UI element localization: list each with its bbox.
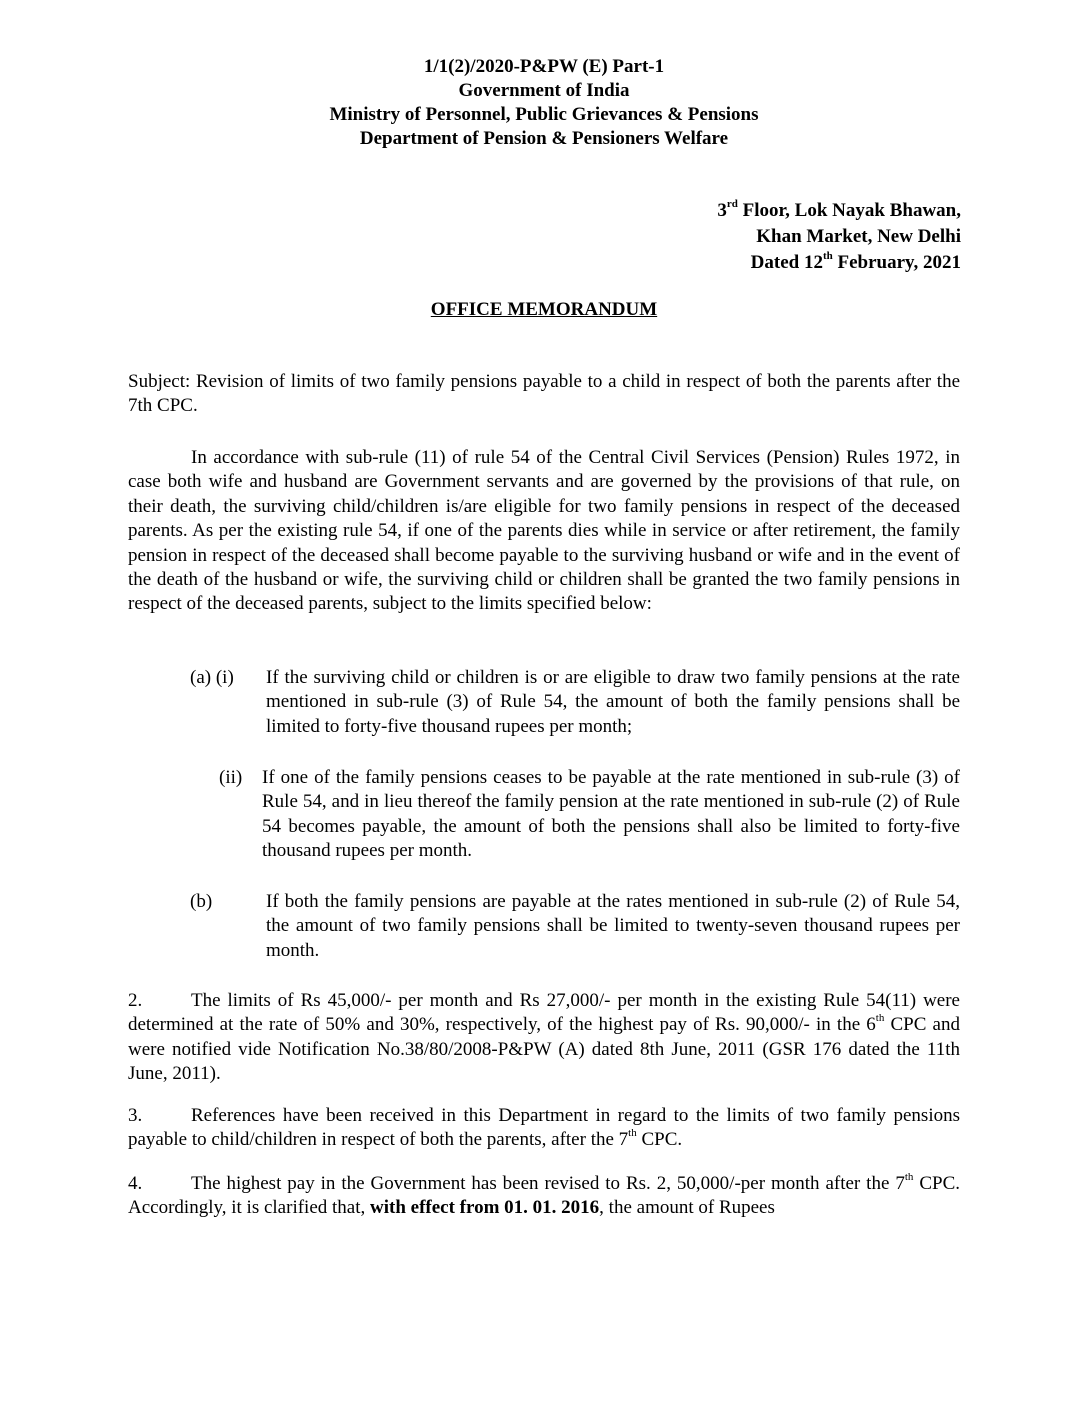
subject-line: Subject: Revision of limits of two family pensions payable to a child in respect of both the parents after the 7th CPC. [128, 371, 960, 417]
memo-title-wrap [0, 298, 1088, 322]
paragraph-2-number: 2. [128, 990, 143, 1011]
clause-a-ii-label: (ii) [219, 767, 243, 788]
address-line-2: Khan Market, New Delhi [756, 226, 961, 247]
clause-b-label: (b) [190, 891, 213, 912]
address-line-1: 3rd Floor, Lok Nayak Bhawan, [717, 197, 961, 221]
ministry-name: Ministry of Personnel, Public Grievances & Pensions [329, 104, 759, 125]
government-name: Government of India [458, 80, 630, 101]
paragraph-2: 2. The limits of Rs 45,000/- per month and Rs 27,000/- per month in the existing Rule 54(11) were determined at the rate of 50% and 30%, respectively, of the highest pay of Rs. 90,000/- in the 6th CPC and were notified vide Notification No.38/80/2008-P&PW (A) dated 8th June, 2011 (GSR 176 dated the 11th June, 2011). [128, 990, 960, 1085]
paragraph-4-number: 4. [128, 1173, 143, 1194]
clause-a-ii-text [262, 766, 960, 864]
department-name: Department of Pension & Pensioners Welfare [359, 128, 729, 149]
clause-a-i-label: (a) (i) [190, 667, 234, 688]
paragraph-4: 4. The highest pay in the Government has been revised to Rs. 2, 50,000/-per month after the 7th CPC. Accordingly, it is clarified that, with effect from 01. 01. 2016, the amount of Rupees [128, 1170, 960, 1219]
effective-date: with effect from 01. 01. 2016 [370, 1197, 600, 1219]
paragraph-3: 3. References have been received in this Department in regard to the limits of two family pensions payable to child/children in respect of both the parents, after the 7th CPC. [128, 1105, 960, 1151]
clause-a-ii-body: If one of the family pensions ceases to be payable at the rate mentioned in sub-rule (3) of Rule 54, and in lieu thereof the family pension at the rate mentioned in sub-rule (2) of Rule 54 becomes payable, the amount of both the pensions shall also be limited to forty-five thousand rupees per month. [262, 767, 960, 862]
clause-b-text: If both the family pensions are payable at the rates mentioned in sub-rule (2) of Rule 54, the amount of two family pensions shall be limited to twenty-seven thousand rupees per month. [266, 891, 960, 961]
intro-paragraph: In accordance with sub-rule (11) of rule 54 of the Central Civil Services (Pension) Rules 1972, in case both wife and husband are Government servants and are governed by the provisions of that rule, on their death, the surviving child/children is/are eligible for two family pensions in respect of the deceased parents. As per the existing rule 54, if one of the parents dies while in service or after retirement, the family pension in respect of the deceased shall become payable to the surviving husband or wife and in the event of the death of the husband or wife, the surviving child or children shall be granted the two family pensions in respect of the deceased parents, subject to the limits specified below: [128, 447, 960, 615]
memo-date: Dated 12th February, 2021 [750, 249, 961, 273]
clause-a-i-text: If the surviving child or children is or are eligible to draw two family pensions at the rate mentioned in sub-rule (3) of Rule 54, the amount of both the family pensions shall be limited to forty-five thousand rupees per month; [266, 667, 960, 737]
file-number: 1/1(2)/2020-P&PW (E) Part-1 [423, 56, 665, 77]
memo-title: OFFICE MEMORANDUM [430, 299, 658, 320]
paragraph-3-number: 3. [128, 1105, 143, 1126]
